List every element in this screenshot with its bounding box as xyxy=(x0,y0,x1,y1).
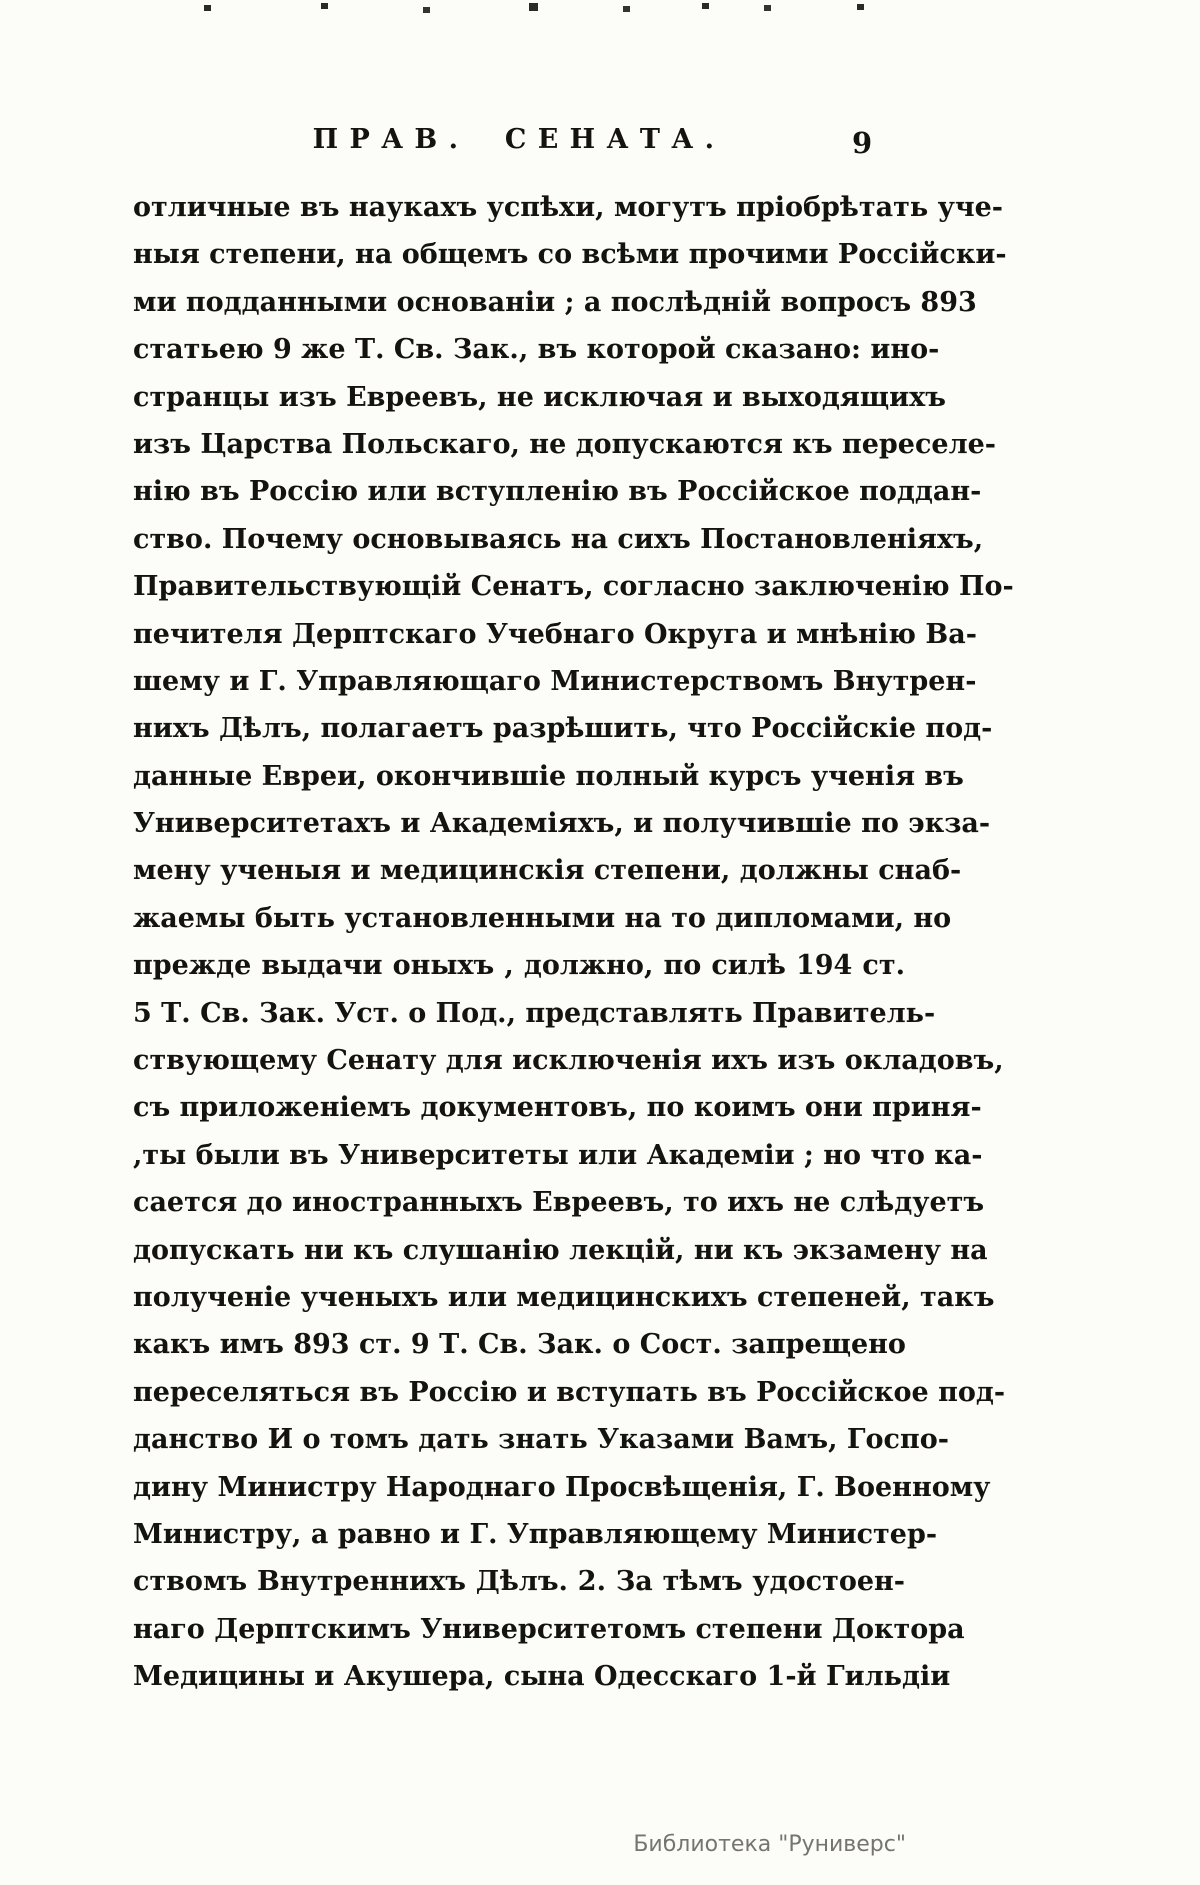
text-line: ми подданными основаніи ; а послѣдній вопросъ 893 xyxy=(133,286,977,318)
text-line: отличные въ наукахъ успѣхи, могутъ пріобрѣтать уче- xyxy=(133,192,1003,223)
text-line: ствомъ Внутреннихъ Дѣлъ. 2. За тѣмъ удостоен- xyxy=(133,1566,905,1598)
text-line: допускать ни къ слушанію лекцій, ни къ экзамену на xyxy=(133,1234,988,1266)
text-line: полученіе ученыхъ или медицинскихъ степеней, такъ xyxy=(133,1281,995,1313)
text-line: данство И о томъ дать знать Указами Вамъ, Госпо- xyxy=(133,1424,949,1456)
text-line: странцы изъ Евреевъ, не исключая и выходящихъ xyxy=(133,381,946,413)
text-line: Медицины и Акушера, сына Одесскаго 1-й Гильдіи xyxy=(133,1661,951,1693)
text-line: статьею 9 же Т. Св. Зак., въ которой сказано: ино- xyxy=(133,334,940,366)
text-line: какъ имъ 893 ст. 9 Т. Св. Зак. о Сост. запрещено xyxy=(133,1329,906,1361)
text-line: Правительствующій Сенатъ, согласно заключенію По- xyxy=(133,571,1014,603)
text-line: данные Евреи, окончившіе полный курсъ ученія въ xyxy=(133,760,964,792)
text-line: нію въ Россію или вступленію въ Россійское поддан- xyxy=(133,476,982,508)
text-line: мену ученыя и медицинскія степени, должны снаб- xyxy=(133,855,962,887)
text-line: 5 Т. Св. Зак. Уст. о Под., представлять Правитель- xyxy=(133,997,936,1029)
text-line: шему и Г. Управляющаго Министерствомъ Внутрен- xyxy=(133,665,977,697)
text-line: ,ты были въ Университеты или Академіи ; но что ка- xyxy=(133,1139,983,1171)
library-watermark: Библиотека "Руниверс" xyxy=(633,1832,906,1857)
text-line: сается до иностранныхъ Евреевъ, то ихъ не слѣдуетъ xyxy=(133,1187,985,1219)
running-title: ПРАВ. СЕНАТА. xyxy=(312,124,726,155)
text-line: ныя степени, на общемъ со всѣми прочими Россійски- xyxy=(133,239,1007,271)
text-line: жаемы быть установленными на то дипломами, но xyxy=(133,902,952,934)
text-line: нихъ Дѣлъ, полагаетъ разрѣшить, что Россійскіе под- xyxy=(133,713,993,745)
text-line: наго Дерптскимъ Университетомъ степени Доктора xyxy=(133,1613,965,1645)
body-text xyxy=(133,184,1014,1701)
text-line: Министру, а равно и Г. Управляющему Министер- xyxy=(133,1518,938,1550)
text-line: Университетахъ и Академіяхъ, и получившіе по экза- xyxy=(133,808,991,840)
text-line: ство. Почему основываясь на сихъ Постановленіяхъ, xyxy=(133,523,984,555)
text-line: изъ Царства Польскаго, не допускаются къ переселе- xyxy=(133,428,996,460)
text-line: прежде выдачи оныхъ , должно, по силѣ 194 ст. xyxy=(133,950,905,982)
text-line: печителя Дерптскаго Учебнаго Округа и мнѣнію Ва- xyxy=(133,618,977,650)
scan-artifacts xyxy=(0,0,5,4)
text-line: ствующему Сенату для исключенія ихъ изъ окладовъ, xyxy=(133,1045,1004,1077)
page-number: 9 xyxy=(852,126,873,160)
page-header xyxy=(133,124,905,166)
text-line: съ приложеніемъ документовъ, по коимъ они приня- xyxy=(133,1092,982,1124)
text-line: дину Министру Народнаго Просвѣщенія, Г. Военному xyxy=(133,1471,991,1503)
text-line: переселяться въ Россію и вступать въ Россійское под- xyxy=(133,1376,1006,1408)
